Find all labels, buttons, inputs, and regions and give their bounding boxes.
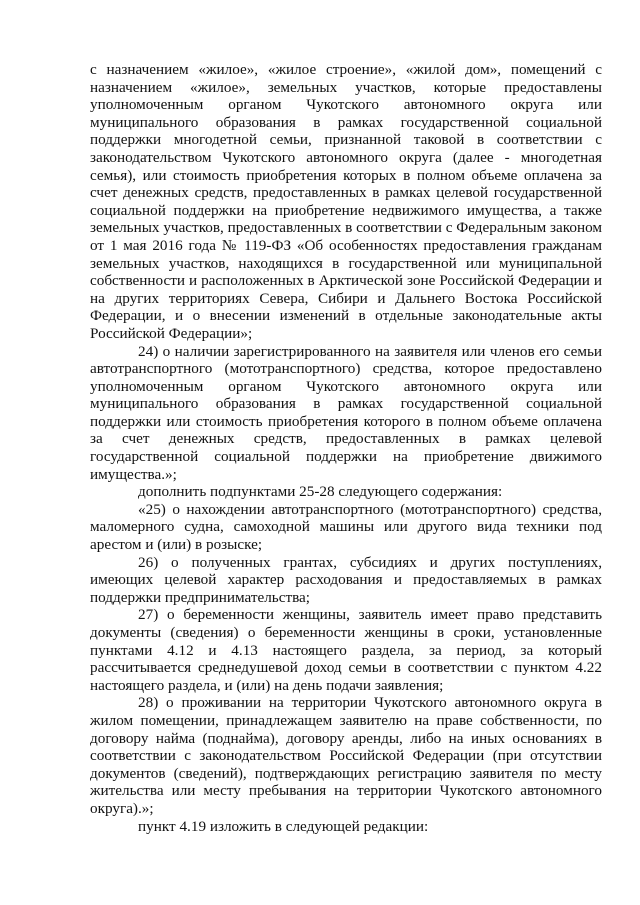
document-page: [90, 61, 602, 835]
paragraph-item-28-residence: 28) о проживании на территории Чукотского автономного округа в жилом помещении, принадлежащем заявителю на праве собственности, по договору найма (поднайма), договору аренды, либо на иных основаниях в соответствии с законодательством Российской Федерации (при отсутствии документов (сведений), подтверждающих регистрацию заявителя по месту жительства или месту пребывания на территории Чукотского автономного округа).»;: [90, 694, 602, 817]
paragraph-item-26-grants: 26) о полученных грантах, субсидиях и других поступлениях, имеющих целевой характер расходования и предоставляемых в рамках поддержки предпринимательства;: [90, 553, 602, 606]
paragraph-item-24-vehicle: 24) о наличии зарегистрированного на заявителя или членов его семьи автотранспортного (мототранспортного) средства, которое предоставлено уполномоченным органом Чукотского автономного округа или муниципального образования в рамках государственной социальной поддержки или стоимость приобретения которого в полном объеме оплачена за счет денежных средств, предоставленных в рамках целевой государственной социальной поддержки на приобретение движимого имущества.»;: [90, 342, 602, 483]
paragraph-point-4-19-heading: пункт 4.19 изложить в следующей редакции:: [138, 817, 429, 835]
paragraph-item-27-pregnancy: 27) о беременности женщины, заявитель имеет право представить документы (сведения) о беременности женщины в сроки, установленные пунктами 4.12 и 4.13 настоящего раздела, за период, за который рассчитывается среднедушевой доход семьи в соответствии с пунктом 4.22 настоящего раздела, и (или) на день подачи заявления;: [90, 606, 602, 694]
paragraph-item-25-arrest: «25) о нахождении автотранспортного (мототранспортного) средства, маломерного судна, самоходной машины или другого вида техники под арестом и (или) в розыске;: [90, 500, 602, 554]
paragraph-add-subitems-25-28: дополнить подпунктами 25-28 следующего содержания:: [138, 483, 503, 501]
paragraph-residential-land-continuation: с назначением «жилое», «жилое строение», «жилой дом», помещений с назначением «жилое», земельных участков, которые предоставлены уполномоченным органом Чукотского автономного округа или муниципального образования в рамках государственной социальной поддержки многодетной семьи, признанной таковой в соответствии с законодательством Чукотского автономного округа (далее - многодетная семья), или стоимость приобретения которых в полном объеме оплачена за счет денежных средств, предоставленных в рамках целевой государственной социальной поддержки на приобретение недвижимого имущества, а также земельных участков, предоставленных в соответствии с Федеральным законом от 1 мая 2016 года № 119-ФЗ «Об особенностях предоставления гражданам земельных участков, находящихся в государственной или муниципальной собственности и расположенных в Арктической зоне Российской Федерации и на других территориях Севера, Сибири и Дальнего Востока Российской Федерации, и о внесении изменений в отдельные законодательные акты Российской Федерации»;: [90, 61, 602, 342]
